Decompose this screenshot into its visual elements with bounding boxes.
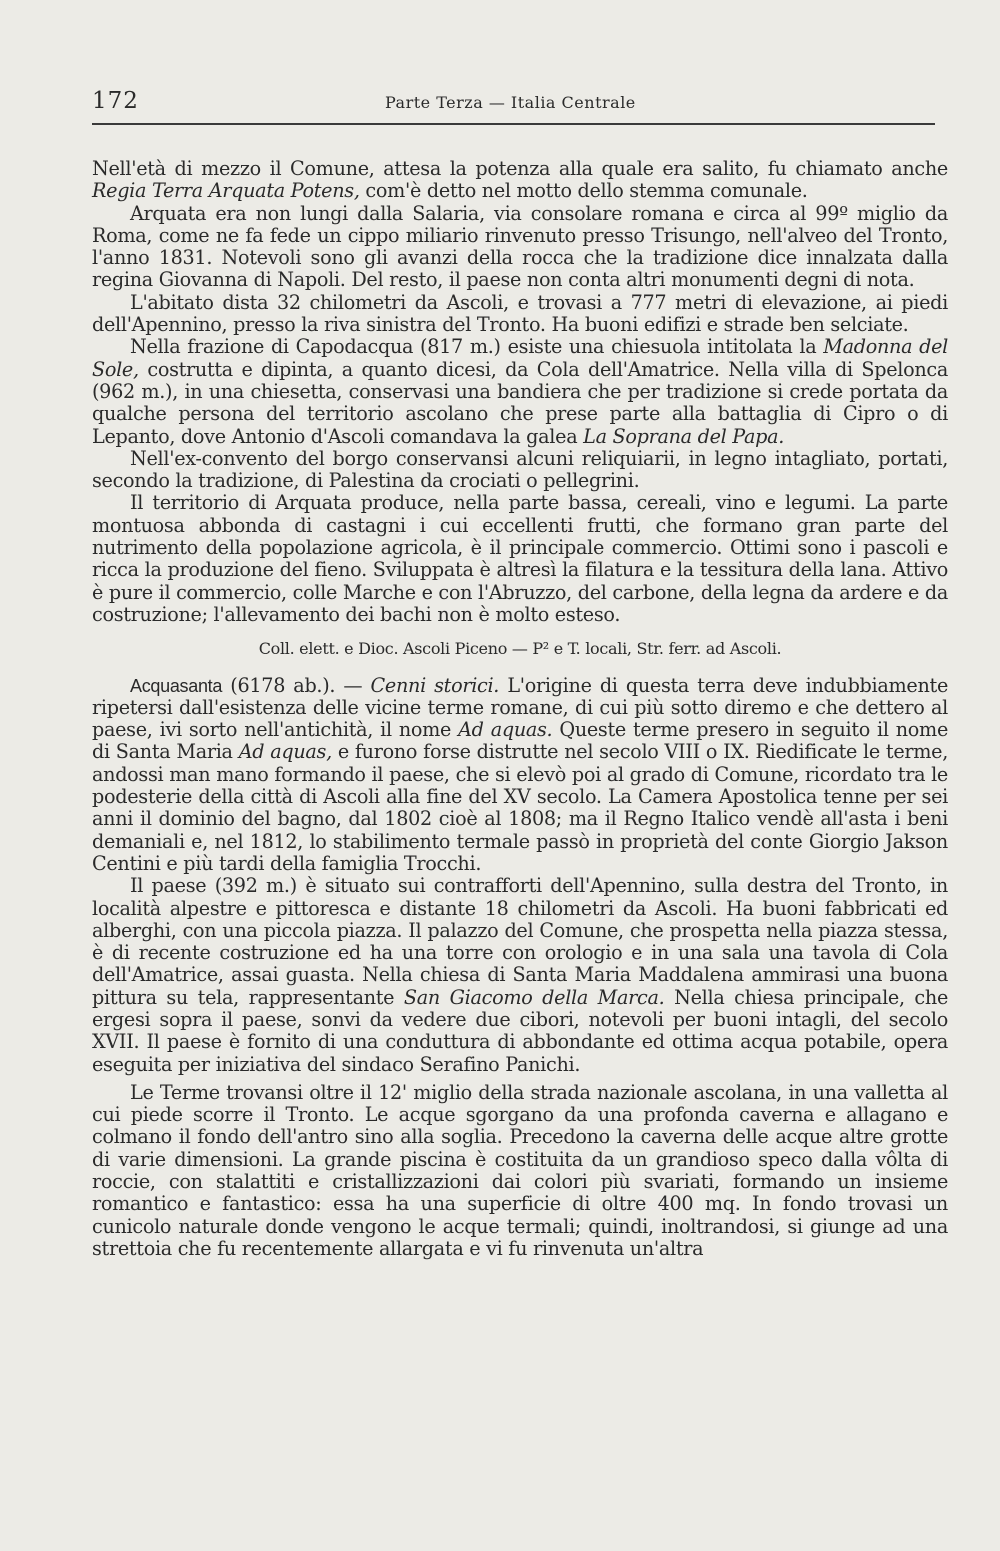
paragraph-3: L'abitato dista 32 chilometri da Ascoli, e trovasi a 777 metri di elevazione, ai piedi dell'Apennino, presso la riva sinistra del Tronto. Ha buoni edifizi e strade ben selciate. — [92, 290, 948, 337]
running-head: Parte Terza — Italia Centrale — [385, 93, 636, 112]
paragraph-8: Il paese (392 m.) è situato sui contrafforti dell'Apennino, sulla destra del Tronto, in località alpestre e pittoresca e distante 18 chilometri da Ascoli. Ha buoni fabbricati ed alberghi, con una piccola piazza. Il palazzo del Comune, che prospetta nella piazza stessa, è di recente costruzione ed ha una torre con orologio e in una sala una tavola di Cola dell'Amatrice, assai guasta. Nella chiesa di Santa Maria Maddalena ammirasi una buona pittura su tela, rappresentante San Giacomo della Marca. Nella chiesa principale, che ergesi sopra il paese, sonvi da vedere due cibori, notevoli per buoni intagli, del secolo XVII. Il paese è fornito di una conduttura di abbondante ed ottima acqua potabile, opera eseguita per iniziativa del sindaco Serafino Panichi. — [92, 874, 948, 1076]
paragraph-9: Le Terme trovansi oltre il 12' miglio della strada nazionale ascolana, in una valletta al cui piede scorre il Tronto. Le acque sgorgano da una profonda caverna e allagano e colmano il fondo dell'antro sino alla soglia. Precedono la caverna delle acque altre grotte di varie dimensioni. La grande piscina è costituita da un grandioso speco dalla vôlta di roccie, con stalattiti e cristallizzazioni dai colori più svariati, formando un insieme romantico e fantastico: essa ha una superficie di oltre 400 mq. In fondo trovasi un cunicolo naturale donde vengono le acque termali; quindi, inoltrandosi, si giunge ad una strettoia che fu recentemente allargata e vi fu rinvenuta un'altra — [92, 1080, 948, 1260]
paragraph-4: Nella frazione di Capodacqua (817 m.) esiste una chiesuola intitolata la Madonna del Sole, costrutta e dipinta, a quanto dicesi, da Cola dell'Amatrice. Nella villa di Spelonca (962 m.), in una chiesetta, conservasi una bandiera che per tradizione si crede portata da qualche persona del territorio ascolano che prese parte alla battaglia di Cipro o di Lepanto, dove Antonio d'Ascoli comandava la galea La Soprana del Papa. — [92, 335, 948, 448]
entry-title: Acquasanta — [130, 675, 223, 696]
collegio-note: Coll. elett. e Dioc. Ascoli Piceno — P² e T. locali, Str. ferr. ad Ascoli. — [258, 639, 782, 659]
page-header — [92, 88, 935, 118]
header-rule — [92, 123, 935, 125]
body-text — [92, 158, 948, 1260]
page-number: 172 — [92, 88, 139, 114]
paragraph-5: Nell'ex-convento del borgo conservansi alcuni reliquiarii, in legno intagliato, portati, secondo la tradizione, di Palestina da crociati o pellegrini. — [92, 446, 948, 493]
paragraph-1: Nell'età di mezzo il Comune, attesa la potenza alla quale era salito, fu chiamato anche Regia Terra Arquata Potens, com'è detto nel motto dello stemma comunale. — [92, 157, 948, 203]
entry-acquasanta: Acquasanta (6178 ab.). — Cenni storici. L'origine di questa terra deve indubbiamente ripetersi dall'esistenza delle vicine terme romane, di cui più sotto diremo e che dettero al paese, ivi sorto nell'antichità, il nome Ad aquas. Queste terme presero in seguito il nome di Santa Maria Ad aquas, e furono forse distrutte nel secolo VIII o IX. Riedificate le terme, andossi man mano formando il paese, che si elevò poi al grado di Comune, ricordato tra le podesterie della città di Ascoli alla fine del XV secolo. La Camera Apostolica tenne per sei anni il dominio del bagno, dal 1802 cioè al 1808; ma il Regno Italico vendè all'asta i beni demaniali e, nel 1812, lo stabilimento termale passò in proprietà del conte Giorgio Jakson Centini e più tardi della famiglia Trocchi. — [92, 673, 948, 875]
paragraph-6: Il territorio di Arquata produce, nella parte bassa, cereali, vino e legumi. La parte montuosa abbonda di castagni i cui eccellenti frutti, che formano gran parte del nutrimento della popolazione agricola, è il principale commercio. Ottimi sono i pascoli e ricca la produzione del fieno. Sviluppata è altresì la filatura e la tessitura della lana. Attivo è pure il commercio, colle Marche e con l'Abruzzo, del carbone, della legna da ardere e da costruzione; l'allevamento dei bachi non è molto esteso. — [92, 491, 949, 626]
paragraph-2: Arquata era non lungi dalla Salaria, via consolare romana e circa al 99º miglio da Roma, come ne fa fede un cippo miliario rinvenuto presso Trisungo, nell'alveo del Tronto, l'anno 1831. Notevoli sono gli avanzi della rocca che la tradizione dice innalzata dalla regina Giovanna di Napoli. Del resto, il paese non conta altri monumenti degni di nota. — [92, 201, 948, 292]
